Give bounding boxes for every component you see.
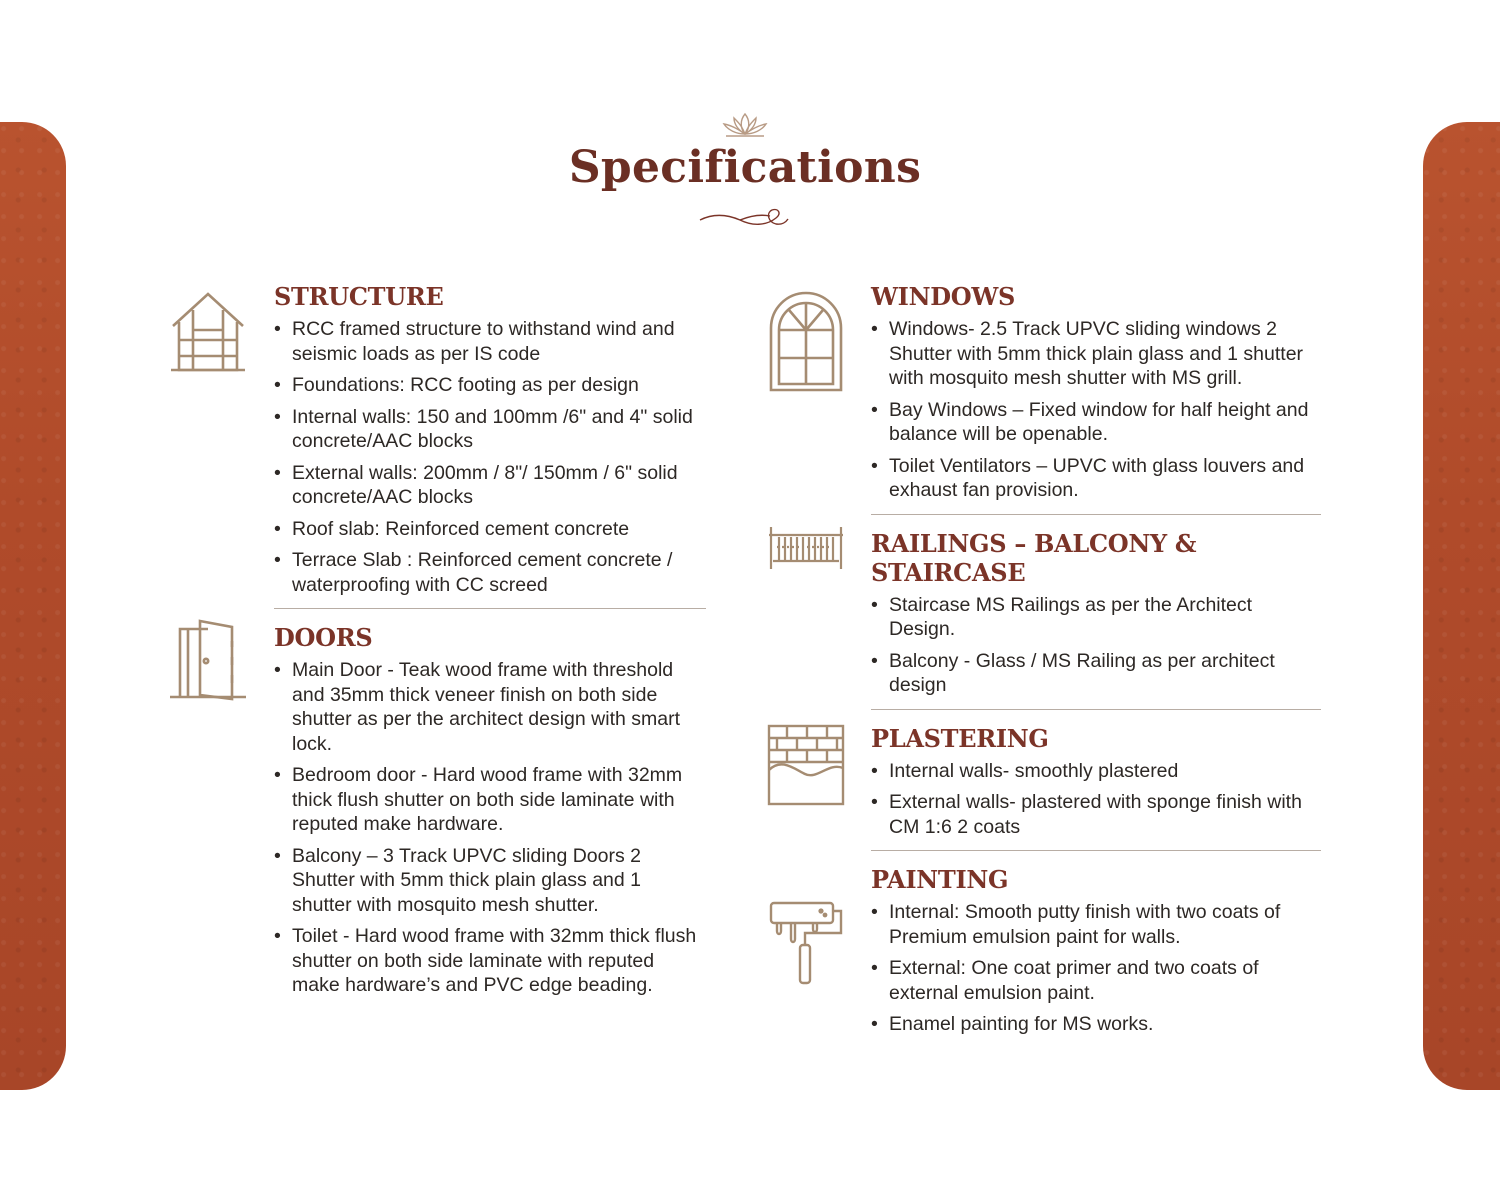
list-item: • Staircase MS Railings as per the Architect Design.: [871, 593, 1321, 642]
page-title: Specifications: [568, 142, 922, 193]
painting-title: PAINTING: [871, 865, 1009, 894]
railings-section: [871, 529, 1321, 698]
list-item: • Internal walls: 150 and 100mm /6" and 4" solid concrete/AAC blocks: [274, 405, 706, 454]
arched-window-icon: [767, 288, 845, 392]
structure-section: [274, 282, 706, 597]
left-accent-band: [0, 122, 66, 1090]
section-divider: [274, 608, 706, 609]
railing-icon: [767, 523, 845, 573]
list-item: • Terrace Slab : Reinforced cement concrete / waterproofing with CC screed: [274, 548, 706, 597]
doors-title: DOORS: [274, 623, 373, 652]
doors-list: [274, 658, 706, 998]
structure-list: [274, 317, 706, 597]
swirl-ornament-icon: [696, 204, 792, 234]
painting-section: [871, 865, 1321, 1037]
painting-list: [871, 900, 1321, 1037]
windows-section: [871, 282, 1321, 503]
list-item: • Enamel painting for MS works.: [871, 1012, 1321, 1037]
list-item: • Toilet Ventilators – UPVC with glass louvers and exhaust fan provision.: [871, 454, 1321, 503]
list-item: • Toilet - Hard wood frame with 32mm thick flush shutter on both side laminate with reputed make hardware’s and PVC edge beading.: [274, 924, 706, 998]
doors-section: [274, 623, 706, 998]
right-column: [871, 282, 1321, 1044]
section-divider: [871, 514, 1321, 515]
railings-list: [871, 593, 1321, 698]
list-item: • External walls- plastered with sponge finish with CM 1:6 2 coats: [871, 790, 1321, 839]
list-item: • RCC framed structure to withstand wind and seismic loads as per IS code: [274, 317, 706, 366]
list-item: • Roof slab: Reinforced cement concrete: [274, 517, 706, 542]
windows-title: WINDOWS: [871, 282, 1016, 311]
list-item: • Foundations: RCC footing as per design: [274, 373, 706, 398]
windows-list: [871, 317, 1321, 503]
left-column: [274, 282, 706, 1005]
list-item: • Windows- 2.5 Track UPVC sliding windows 2 Shutter with 5mm thick plain glass and 1 shutter with mosquito mesh shutter with MS grill.: [871, 317, 1321, 391]
railings-title: RAILINGS – BALCONY & STAIRCASE: [871, 528, 1197, 587]
brick-wall-icon: [767, 724, 845, 806]
paint-roller-icon: [769, 899, 849, 987]
list-item: • Internal: Smooth putty finish with two coats of Premium emulsion paint for walls.: [871, 900, 1321, 949]
plastering-title: PLASTERING: [871, 723, 1049, 753]
list-item: • Main Door - Teak wood frame with threshold and 35mm thick veneer finish on both side shutter as per the architect design with smart lock.: [274, 658, 706, 756]
list-item: • Internal walls- smoothly plastered: [871, 759, 1321, 784]
section-divider: [871, 850, 1321, 851]
list-item: • Bedroom door - Hard wood frame with 32mm thick flush shutter on both side laminate with reputed make hardware.: [274, 763, 706, 837]
list-item: • Balcony – 3 Track UPVC sliding Doors 2 Shutter with 5mm thick plain glass and 1 shutter with mosquito mesh shutter.: [274, 844, 706, 918]
plastering-list: [871, 759, 1321, 840]
list-item: • External walls: 200mm / 8"/ 150mm / 6" solid concrete/AAC blocks: [274, 461, 706, 510]
plastering-section: [871, 724, 1321, 840]
house-frame-icon: [169, 290, 247, 374]
door-icon: [170, 617, 248, 701]
structure-title: STRUCTURE: [274, 282, 444, 311]
lotus-icon: [718, 110, 772, 140]
section-divider: [871, 709, 1321, 710]
list-item: • Bay Windows – Fixed window for half height and balance will be openable.: [871, 398, 1321, 447]
list-item: • Balcony - Glass / MS Railing as per architect design: [871, 649, 1321, 698]
list-item: • External: One coat primer and two coats of external emulsion paint.: [871, 956, 1321, 1005]
right-accent-band: [1423, 122, 1500, 1090]
